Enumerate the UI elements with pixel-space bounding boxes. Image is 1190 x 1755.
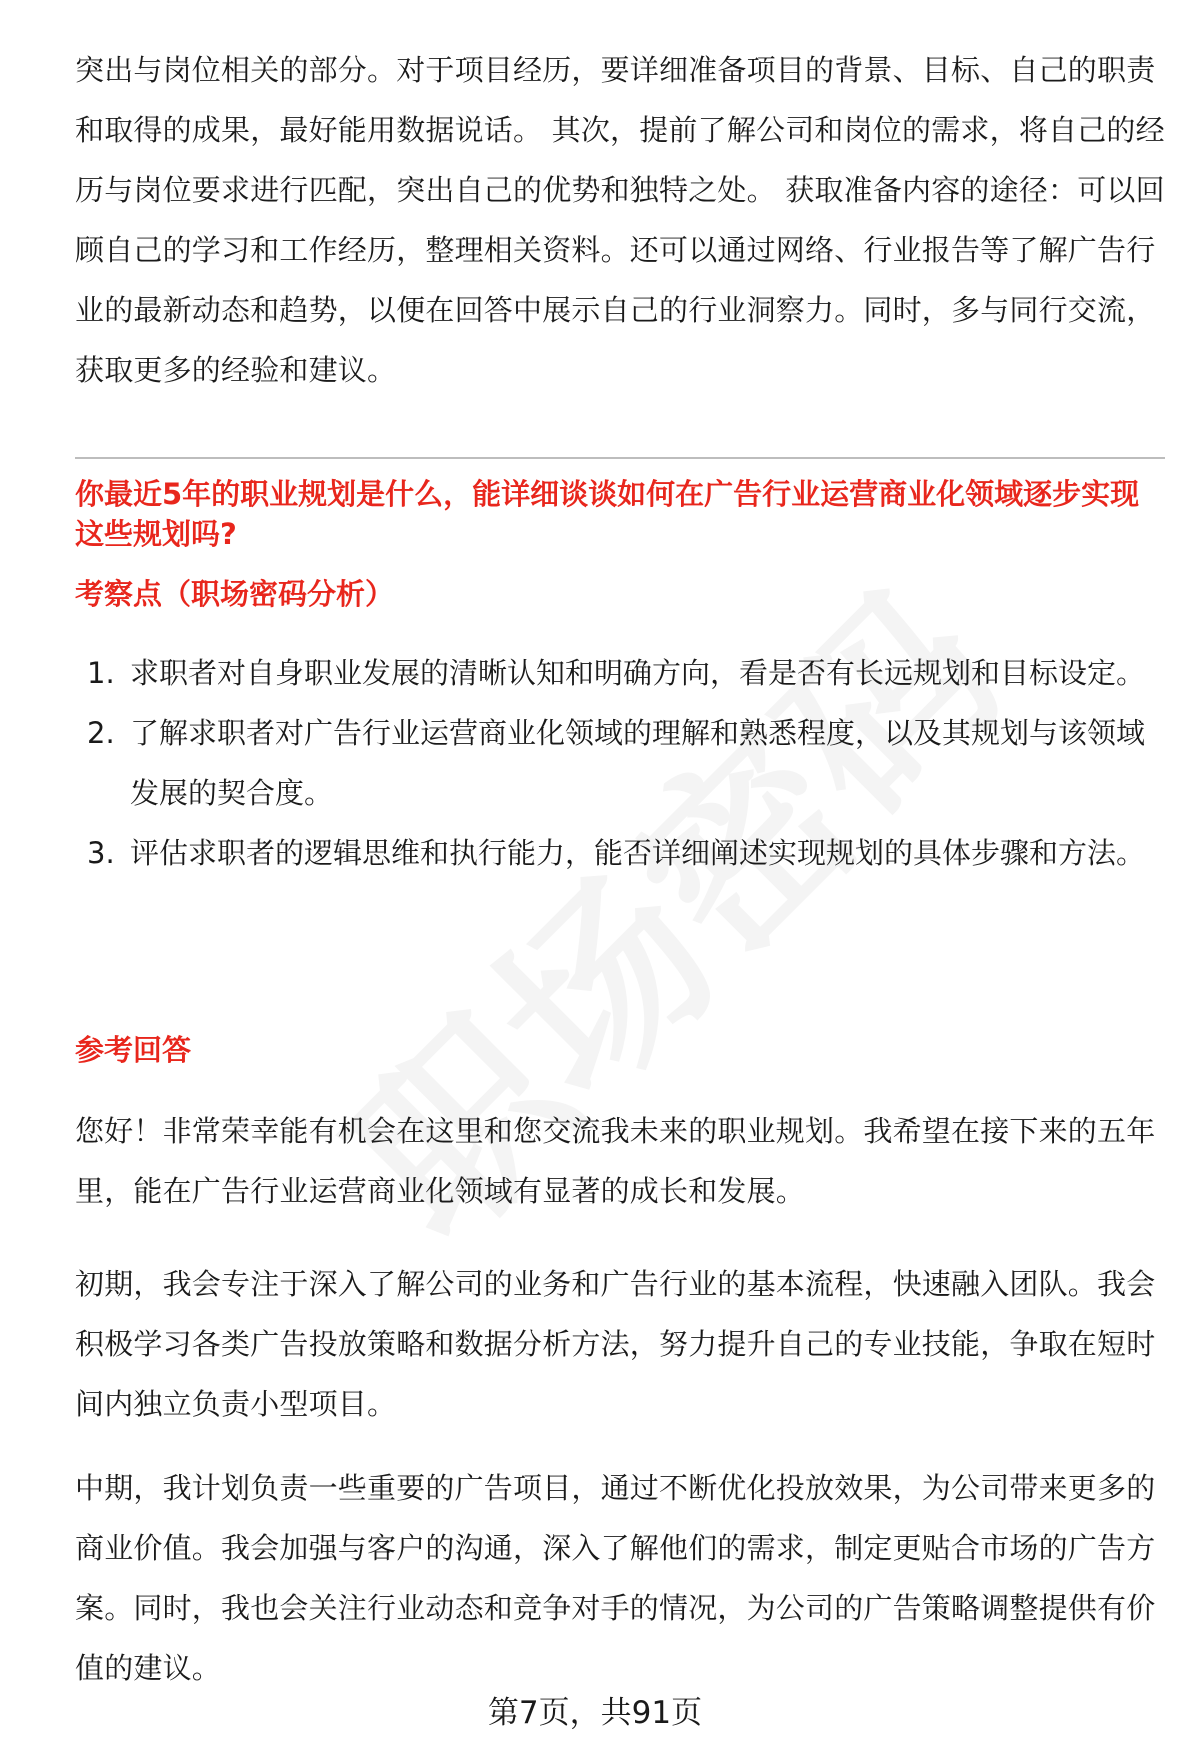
list-number: 1. xyxy=(87,656,115,690)
list-item-text: 了解求职者对广告行业运营商业化领域的理解和熟悉程度，以及其规划与该领域发展的契合度。 xyxy=(130,716,1146,810)
list-number: 3. xyxy=(87,836,115,870)
list-number: 2. xyxy=(87,716,115,750)
answer-text: 初期，我会专注于深入了解公司的业务和广告行业的基本流程，快速融入团队。我会积极学习各类广告投放策略和数据分析方法，努力提升自己的专业技能，争取在短时间内独立负责小型项目。 xyxy=(75,1267,1156,1421)
intro-section xyxy=(75,40,1165,400)
answer-paragraph xyxy=(75,1101,1165,1221)
list-item xyxy=(75,643,1165,703)
section-divider xyxy=(75,457,1165,459)
reference-title: 参考回答 xyxy=(75,1033,192,1067)
list-item-text: 评估求职者的逻辑思维和执行能力，能否详细阐述实现规划的具体步骤和方法。 xyxy=(130,836,1146,870)
intro-paragraph: 突出与岗位相关的部分。对于项目经历，要详细准备项目的背景、目标、自己的职责和取得的成果，最好能用数据说话。 其次，提前了解公司和岗位的需求，将自己的经历与岗位要求进行匹配，突出自己的优势和独特之处。 获取准备内容的途径：可以回顾自己的学习和工作经历，整理相关资料。还可以通过网络、行业报告等了解广告行业的最新动态和趋势，以便在回答中展示自己的行业洞察力。同时，多与同行交流，获取更多的经验和建议。 xyxy=(75,53,1165,387)
assessment-title: 考察点（职场密码分析） xyxy=(75,577,395,611)
question-heading: 你最近5年的职业规划是什么，能详细谈谈如何在广告行业运营商业化领域逐步实现这些规划吗? xyxy=(75,477,1140,551)
list-item xyxy=(75,823,1165,883)
page-number-footer: 第7页，共91页 xyxy=(487,1695,703,1731)
list-item xyxy=(75,703,1165,823)
answer-text: 您好！非常荣幸能有机会在这里和您交流我未来的职业规划。我希望在接下来的五年里，能在广告行业运营商业化领域有显著的成长和发展。 xyxy=(75,1114,1156,1208)
list-item-text: 求职者对自身职业发展的清晰认知和明确方向，看是否有长远规划和目标设定。 xyxy=(130,656,1146,690)
assessment-list xyxy=(75,643,1165,883)
answer-text: 中期，我计划负责一些重要的广告项目，通过不断优化投放效果，为公司带来更多的商业价值。我会加强与客户的沟通，深入了解他们的需求，制定更贴合市场的广告方案。同时，我也会关注行业动态和竞争对手的情况，为公司的广告策略调整提供有价值的建议。 xyxy=(75,1471,1156,1685)
answer-paragraph xyxy=(75,1458,1165,1698)
answer-paragraph xyxy=(75,1254,1165,1434)
